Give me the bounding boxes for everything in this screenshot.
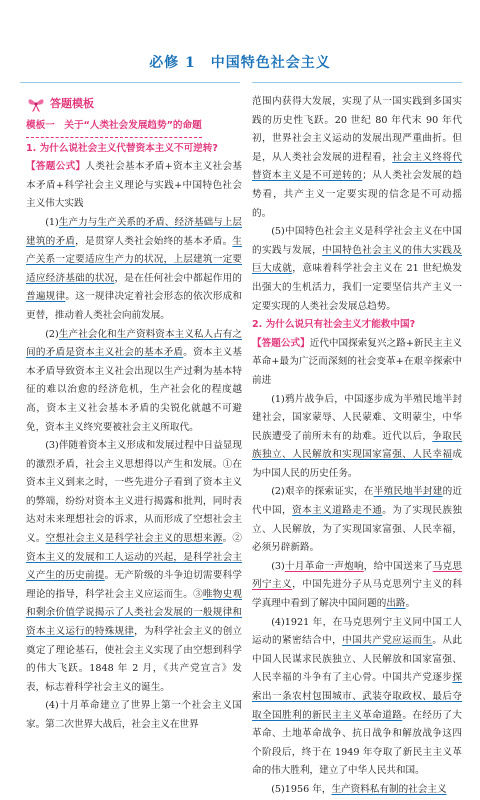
section-title: 答题模板 bbox=[50, 96, 94, 110]
text-run: 范围内获得大发展，实现了从一国实践到多国实践的历史性飞跃。20 世纪 80 年代末 90 年代初，世界社会主义运动的发展出现严重曲折。但是，从人类社会发展的进程看， bbox=[252, 96, 462, 163]
text-run: ，为科学社会主义的创立奠定了理论基石，使社会主义实现了由空想到科学的伟大飞跃。1848 年 2 月，《共产党宣言》发表，标志着科学社会主义的诞生。 bbox=[26, 626, 243, 693]
key-phrase: 半殖民地半封建 bbox=[373, 486, 443, 498]
text-run: ，给中国送来了 bbox=[363, 560, 433, 572]
text-run: 。② bbox=[222, 533, 243, 545]
text-run: (1) bbox=[45, 216, 59, 228]
answer-paragraph bbox=[252, 93, 462, 223]
key-phrase: 社会主义终将代替资本主义是不可逆转的 bbox=[252, 151, 463, 182]
answer-paragraph bbox=[252, 781, 462, 800]
answer-paragraph bbox=[252, 614, 462, 781]
answer-paragraph bbox=[252, 391, 462, 484]
text-run: 。这一规律决定着社会形态的依次形成和更替，推动着人类社会向前发展。 bbox=[26, 291, 243, 321]
text-run: 。为了实现民族独立、人民解放，为了实现国家富强、人民幸福，必须另辟新路。 bbox=[252, 505, 463, 554]
text-run: ；从人类社会发展的趋势看，共产主义一定要实现的信念是不可动摇的。 bbox=[252, 170, 463, 219]
text-run: (1)鸦片战争后，中国逐步成为半殖民地半封建社会，国家蒙辱、人民蒙难、文明蒙尘，中华民族遭受了前所未有的劫难。近代以后， bbox=[252, 393, 462, 442]
text-run: (3)伴随着资本主义形成和发展过程中日益显现的激烈矛盾，社会主义思想得以产生和发展。①在资本主义到来之时，一些先进分子看到了资本主义的弊端，纷纷对资本主义进行揭露和批判，同时表达对未来理想社会的诉求，从而形成了空想社会主义。 bbox=[26, 440, 242, 545]
text-run: 的近代中国， bbox=[252, 486, 463, 517]
right-column bbox=[252, 93, 462, 800]
answer-paragraph bbox=[26, 437, 242, 697]
key-phrase: 生产资料私有制的社会主义 bbox=[331, 783, 447, 795]
formula-paragraph bbox=[252, 335, 462, 391]
key-phrase: 唯物史观和剩余价值学说揭示了人类社会发展的一般规律和资本主义运行的特殊规律 bbox=[26, 588, 243, 638]
answer-paragraph bbox=[252, 483, 462, 557]
answer-paragraph bbox=[252, 223, 462, 316]
text-run: 成为中国人民的历史任务。 bbox=[252, 449, 462, 479]
text-run: 。从此中国人民谋求民族独立、人民解放和国家富强、人民幸福的斗争有了主心骨。中国共产党逐步 bbox=[252, 635, 463, 684]
answer-paragraph bbox=[252, 558, 462, 614]
divider bbox=[252, 82, 462, 83]
key-phrase: 中国特色社会主义的伟大实践及巨大成就 bbox=[252, 244, 463, 275]
key-phrase: 生产社会化和生产资料资本主义私人占有之间的矛盾是资本主义社会的基本矛盾 bbox=[26, 328, 242, 359]
section-heading bbox=[26, 93, 242, 115]
text-run: ，意味着科学社会主义在 21 世纪焕发出强大的生机活力，我们一定要坚信共产主义一定要实现的人类社会发展总趋势。 bbox=[252, 263, 463, 312]
key-phrase: 马克思列宁主义 bbox=[252, 560, 463, 591]
page-title: 必修 1 中国特色社会主义 bbox=[149, 55, 331, 71]
divider bbox=[20, 82, 240, 83]
formula-tag: 【答题公式】 bbox=[252, 337, 310, 349]
text-run: 。资本主义基本矛盾导致资本主义社会出现以生产过剩为基本特征的难以治愈的经济危机，生产社会化的程度越高，资本主义社会基本矛盾的尖锐化就越不可避免，资本主义终究要被社会主义所取代。 bbox=[26, 347, 243, 433]
ribbon-icon bbox=[26, 95, 46, 113]
text-run: 。无产阶级的斗争迫切需要科学理论的指导，科学社会主义应运而生。③ bbox=[26, 570, 243, 600]
key-phrase: 普遍规律 bbox=[26, 291, 66, 303]
question-title: 2. 为什么说只有社会主义才能救中国? bbox=[252, 319, 416, 331]
text-run: (5)中国特色社会主义是科学社会主义在中国的实践与发展， bbox=[252, 226, 462, 256]
formula-text: 人类社会基本矛盾+资本主义社会基本矛盾+科学社会主义理论与实践+中国特色社会主义伟大实践 bbox=[26, 161, 242, 210]
key-phrase: 出路 bbox=[386, 598, 406, 610]
key-phrase: 探索出一条农村包围城市、武装夺取政权、最后夺取全国胜利的新民主主义革命道路 bbox=[252, 672, 462, 721]
left-column bbox=[26, 93, 242, 735]
answer-paragraph: (4)十月革命建立了世界上第一个社会主义国家。第二次世界大战后，社会主义在世界 bbox=[26, 700, 242, 730]
key-phrase: 中国共产党应运而生 bbox=[342, 635, 433, 647]
key-phrase: 资本主义道路走不通 bbox=[292, 505, 383, 517]
answer-paragraph bbox=[26, 326, 242, 438]
formula-tag: 【答题公式】 bbox=[26, 161, 86, 173]
formula-text: 近代中国探索复兴之路+新民主主义革命+最为广泛而深刻的社会变革+在艰辛探索中前进 bbox=[252, 337, 462, 386]
text-run: (5)1956 年， bbox=[271, 783, 332, 795]
key-phrase: 资本主义的发展和工人运动的兴起，是科学社会主义产生的历史前提 bbox=[26, 551, 242, 582]
text-run: ，中国先进分子从马克思列宁主义的科学真理中看到了解决中国问题的 bbox=[252, 579, 463, 610]
text-run: (3) bbox=[271, 560, 285, 572]
text-run: (4)1921 年，在马克思列宁主义同中国工人运动的紧密结合中， bbox=[252, 616, 462, 647]
key-phrase: 争取民族独立、人民解放和实现国家富强、人民幸福 bbox=[252, 430, 463, 461]
text-run: ，是贯穿人类社会始终的基本矛盾。 bbox=[75, 235, 233, 247]
answer-paragraph bbox=[26, 214, 242, 326]
key-phrase: 空想社会主义是科学社会主义的思想来源 bbox=[45, 533, 223, 545]
text-run: (2) bbox=[45, 328, 59, 340]
formula-paragraph bbox=[26, 158, 242, 214]
text-run: ，是在任何社会中都起作用的 bbox=[114, 272, 243, 284]
text-run: 。 bbox=[405, 598, 416, 610]
key-phrase: 生产关系一定要适应生产力的状况，上层建筑一定要适应经济基础的状况 bbox=[26, 235, 243, 284]
key-phrase: 十月革命一声炮响 bbox=[284, 560, 364, 572]
question-title: 1. 为什么说社会主义代替资本主义不可逆转? bbox=[26, 142, 218, 154]
key-phrase: 生产力与生产关系的矛盾、经济基础与上层建筑的矛盾 bbox=[26, 216, 242, 247]
text-run: 。在经历了大革命、土地革命战争、抗日战争和解放战争这四个阶段后，终于在 1949 年夺取了新民主主义革命的伟大胜利，建立了中华人民共和国。 bbox=[252, 709, 463, 777]
module-heading: 模板一 关于“人类社会发展趋势”的命题 bbox=[26, 117, 202, 138]
text-run: (2)艰辛的探索证实，在 bbox=[271, 486, 374, 498]
